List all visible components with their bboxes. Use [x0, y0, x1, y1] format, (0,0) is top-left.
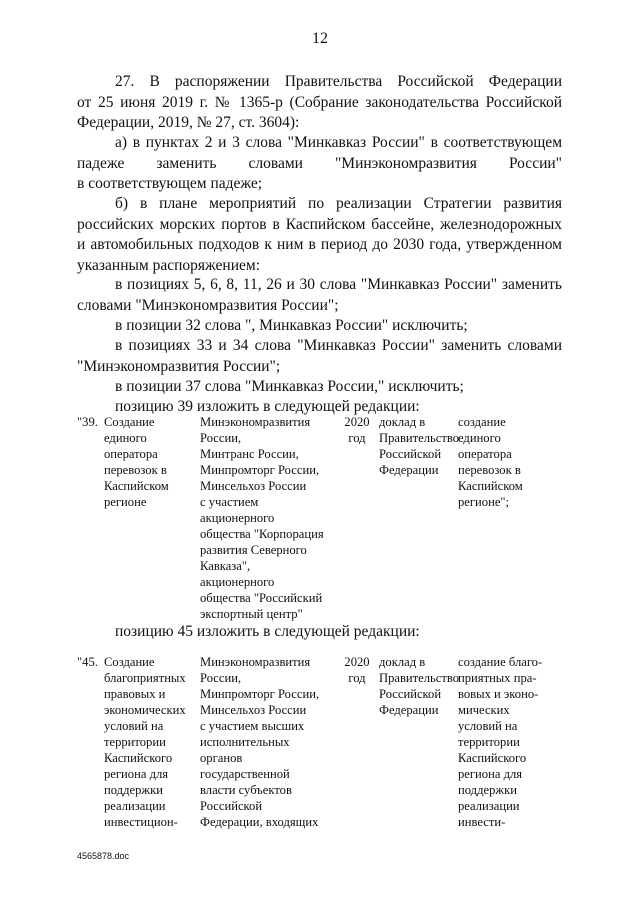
cell-line: России,: [200, 671, 242, 685]
text-line: от 25 июня 2019 г. № 1365-р (Собрание законодательства Российской: [77, 93, 562, 111]
cell-line: Каспийском: [458, 479, 523, 493]
text-line: падеже заменить словами "Минэкономразвития России": [77, 154, 562, 172]
cell-line: Минсельхоз России: [200, 479, 307, 493]
cell-line: вовых и эконо-: [458, 687, 539, 701]
cell-line: оператора: [104, 447, 158, 461]
text-line: "Минэкономразвития России";: [77, 357, 281, 375]
cell-line: Каспийском: [104, 479, 169, 493]
text-line: словами "Минэкономразвития России";: [77, 296, 339, 314]
cell-line: Правительство: [379, 671, 460, 685]
cell-line: условий на: [458, 719, 518, 733]
paragraph-b: [77, 194, 562, 276]
cell-line: создание благо-: [458, 655, 543, 669]
cell-result: [458, 414, 562, 510]
cell-line: Минэкономразвития: [200, 655, 311, 669]
cell-line: общества "Российский: [200, 591, 323, 605]
cell-line: органов: [200, 751, 243, 765]
cell-line: акционерного: [200, 575, 275, 589]
cell-line: перевозок в: [458, 463, 521, 477]
cell-number: "45.: [77, 655, 98, 669]
text-line: позицию 45 изложить в следующей редакции:: [115, 623, 420, 640]
cell-line: экономических: [104, 703, 186, 717]
cell-line: развития Северного: [200, 543, 307, 557]
cell-line: единого: [104, 431, 147, 445]
cell-line: Федерации, входящих: [200, 815, 319, 829]
cell-line: инвестицион-: [104, 815, 178, 829]
cell-line: регионе: [104, 495, 147, 509]
cell-line: оператора: [458, 447, 512, 461]
cell-line: Российской: [379, 447, 442, 461]
cell-line: Минпромторг России,: [200, 463, 320, 477]
cell-responsible: [200, 654, 340, 830]
cell-line: Минэкономразвития: [200, 415, 311, 429]
cell-line: Российской: [379, 687, 442, 701]
cell-line: реализации: [458, 799, 520, 813]
text-line: б) в плане мероприятий по реализации Стратегии развития: [115, 195, 562, 212]
text-line: указанным распоряжением:: [77, 256, 261, 274]
cell-line: 2020: [344, 655, 370, 669]
cell-year: [341, 654, 373, 686]
cell-activity: [104, 654, 194, 830]
text-line: в позициях 33 и 34 слова "Минкавказ России" заменить словами: [115, 337, 562, 354]
paragraph-positions-5-30: [77, 275, 562, 316]
paragraph-position-45: [77, 622, 562, 643]
paragraph-positions-33-34: [77, 336, 562, 377]
text-line: в позициях 5, 6, 8, 11, 26 и 30 слова "Минкавказ России" заменить: [115, 276, 562, 293]
cell-line: Каспийского: [104, 751, 173, 765]
cell-line: Правительство: [379, 431, 460, 445]
text-line: в позиции 37 слова "Минкавказ России," исключить;: [115, 378, 464, 395]
text-line: а) в пунктах 2 и 3 слова "Минкавказ России" в соответствующем: [115, 134, 562, 151]
cell-line: территории: [104, 735, 166, 749]
cell-line: Российской: [200, 799, 263, 813]
cell-line: Создание: [104, 415, 155, 429]
cell-line: мических: [458, 703, 510, 717]
cell-line: территории: [458, 735, 520, 749]
text-line: в соответствующем падеже;: [77, 175, 263, 192]
cell-line: условий на: [104, 719, 164, 733]
cell-line: инвести-: [458, 815, 506, 829]
cell-line: Федерации: [379, 463, 439, 477]
cell-line: правовых и: [104, 687, 166, 701]
cell-line: создание: [458, 415, 506, 429]
paragraph-27: [77, 72, 562, 134]
cell-line: региона для: [458, 767, 523, 781]
cell-line: поддержки: [104, 783, 163, 797]
text-line: в позиции 32 слова ", Минкавказ России" исключить;: [115, 317, 468, 334]
cell-line: Кавказа",: [200, 559, 251, 573]
cell-line: Минпромторг России,: [200, 687, 320, 701]
document-footer: 4565878.doc: [77, 851, 130, 861]
cell-line: единого: [458, 431, 501, 445]
cell-line: России,: [200, 431, 242, 445]
text-line: позицию 39 изложить в следующей редакции:: [115, 398, 420, 415]
cell-line: Каспийского: [458, 751, 527, 765]
cell-line: экспортный центр": [200, 607, 303, 621]
cell-line: Создание: [104, 655, 155, 669]
cell-line: региона для: [104, 767, 169, 781]
cell-activity: [104, 414, 194, 510]
text-line: и автомобильных подходов к ним в период до 2030 года, утвержденном: [77, 236, 562, 253]
cell-year: [341, 414, 373, 446]
cell-line: 2020: [344, 415, 370, 429]
cell-line: благоприятных: [104, 671, 186, 685]
cell-line: власти субъектов: [200, 783, 292, 797]
cell-line: поддержки: [458, 783, 517, 797]
paragraph-a: [77, 133, 562, 195]
cell-line: приятных пра-: [458, 671, 537, 685]
cell-line: с участием: [200, 495, 259, 509]
text-line: 27. В распоряжении Правительства Российской Федерации: [115, 73, 562, 90]
cell-line: акционерного: [200, 511, 275, 525]
cell-line: Федерации: [379, 703, 439, 717]
cell-line: общества "Корпорация: [200, 527, 324, 541]
cell-line: Минтранс России,: [200, 447, 299, 461]
paragraph-position-37: [77, 377, 562, 398]
cell-line: с участием высших: [200, 719, 305, 733]
cell-line: доклад в: [379, 655, 426, 669]
cell-line: реализации: [104, 799, 166, 813]
cell-line: Минсельхоз России: [200, 703, 307, 717]
paragraph-position-32: [77, 316, 562, 337]
page-number: 12: [312, 30, 328, 47]
cell-document: [379, 654, 469, 718]
cell-number: "39.: [77, 415, 98, 429]
text-line: Федерации, 2019, № 27, ст. 3604):: [77, 114, 300, 131]
cell-line: регионе";: [458, 495, 510, 509]
cell-responsible: [200, 414, 340, 622]
cell-line: исполнительных: [200, 735, 290, 749]
cell-line: год: [348, 431, 366, 445]
cell-line: государственной: [200, 767, 290, 781]
text-line: российских морских портов в Каспийском бассейне, железнодорожных: [77, 215, 562, 233]
cell-line: доклад в: [379, 415, 426, 429]
cell-result: [458, 654, 562, 830]
cell-line: год: [348, 671, 366, 685]
cell-document: [379, 414, 469, 478]
cell-line: перевозок в: [104, 463, 167, 477]
